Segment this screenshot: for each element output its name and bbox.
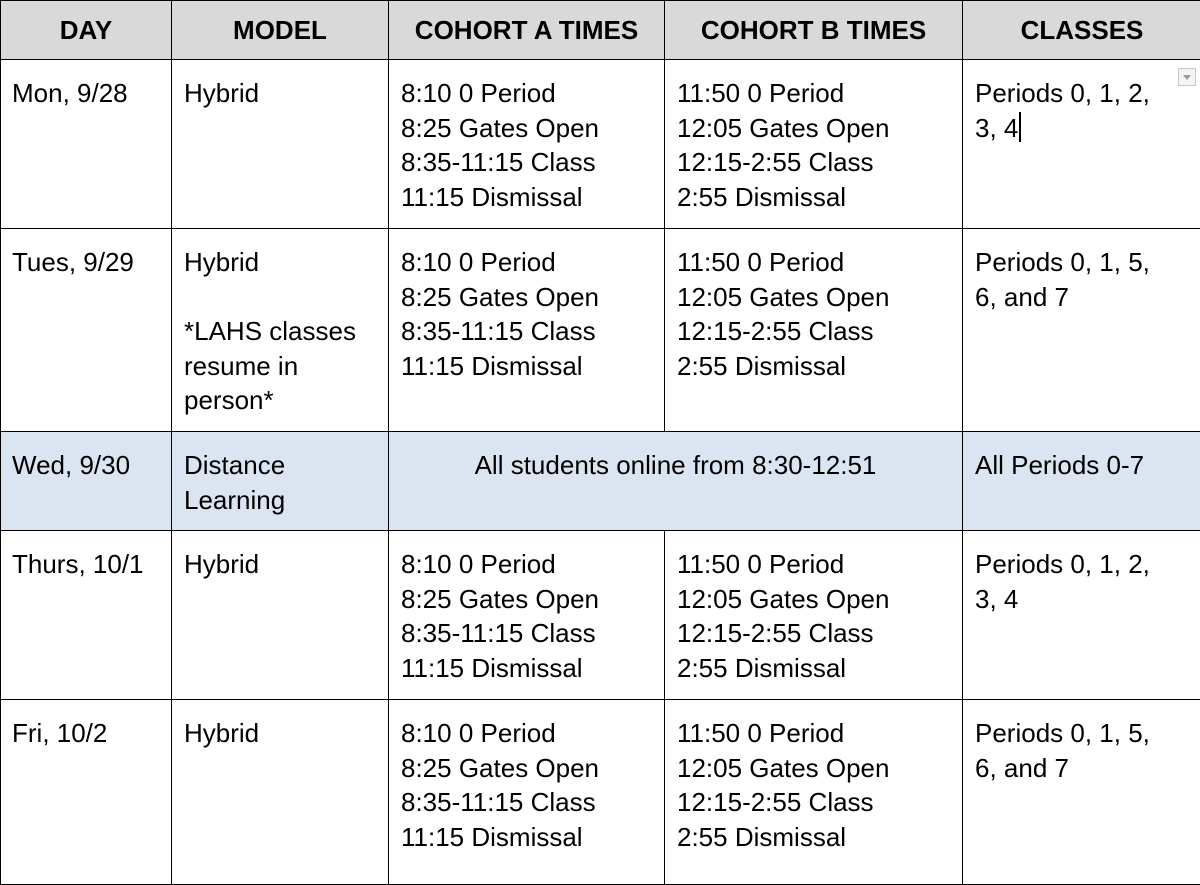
time-line: 11:15 Dismissal — [401, 651, 652, 686]
table-row — [1, 531, 1200, 700]
cell-combined-times[interactable] — [389, 432, 963, 531]
model-text: Distance — [184, 448, 376, 483]
cell-cohort-a[interactable] — [389, 60, 665, 229]
time-line: 8:35-11:15 Class — [401, 616, 652, 651]
time-line: 8:10 0 Period — [401, 547, 652, 582]
day-text: Fri, 10/2 — [12, 716, 159, 751]
blank-line — [184, 280, 376, 315]
classes-line: 3, 4 — [975, 113, 1018, 143]
header-cohort-a[interactable]: COHORT A TIMES — [389, 1, 665, 60]
time-line: 11:15 Dismissal — [401, 820, 652, 855]
cell-classes[interactable] — [963, 700, 1200, 885]
time-line: 8:25 Gates Open — [401, 582, 652, 617]
model-note-line: person* — [184, 383, 376, 418]
cell-model[interactable] — [172, 60, 389, 229]
time-line: 11:50 0 Period — [677, 245, 950, 280]
cell-cohort-a[interactable] — [389, 531, 665, 700]
time-line: 2:55 Dismissal — [677, 651, 950, 686]
day-text: Thurs, 10/1 — [12, 547, 159, 582]
time-line: 12:15-2:55 Class — [677, 785, 950, 820]
time-line: 8:10 0 Period — [401, 245, 652, 280]
cell-dropdown-arrow-icon[interactable] — [1178, 68, 1196, 86]
classes-line: 6, and 7 — [975, 280, 1189, 315]
time-line: 12:15-2:55 Class — [677, 616, 950, 651]
day-text: Tues, 9/29 — [12, 245, 159, 280]
classes-line: Periods 0, 1, 2, — [975, 547, 1189, 582]
model-text: Hybrid — [184, 76, 376, 111]
time-line: 12:05 Gates Open — [677, 582, 950, 617]
cell-classes[interactable] — [963, 432, 1200, 531]
time-line: 8:25 Gates Open — [401, 280, 652, 315]
classes-line: Periods 0, 1, 5, — [975, 245, 1189, 280]
model-text: Hybrid — [184, 547, 376, 582]
cell-cohort-b[interactable] — [665, 229, 963, 432]
cell-classes[interactable] — [963, 531, 1200, 700]
time-line: 12:05 Gates Open — [677, 111, 950, 146]
day-text: Mon, 9/28 — [12, 76, 159, 111]
table-row — [1, 229, 1200, 432]
header-row — [1, 1, 1200, 60]
time-line: 11:50 0 Period — [677, 716, 950, 751]
time-line: 11:15 Dismissal — [401, 180, 652, 215]
cell-cohort-b[interactable] — [665, 60, 963, 229]
classes-line: Periods 0, 1, 2, — [975, 76, 1189, 111]
cell-model[interactable] — [172, 531, 389, 700]
model-note-line: *LAHS classes — [184, 314, 376, 349]
time-line: 8:35-11:15 Class — [401, 785, 652, 820]
time-line: 12:05 Gates Open — [677, 751, 950, 786]
cell-day[interactable] — [1, 432, 172, 531]
day-text: Wed, 9/30 — [12, 448, 159, 483]
classes-line: All Periods 0-7 — [975, 448, 1189, 483]
cell-cohort-b[interactable] — [665, 700, 963, 885]
time-line: 11:15 Dismissal — [401, 349, 652, 384]
time-line: 2:55 Dismissal — [677, 349, 950, 384]
table-row — [1, 60, 1200, 229]
cell-day[interactable] — [1, 531, 172, 700]
time-line: 8:25 Gates Open — [401, 111, 652, 146]
time-line: 8:10 0 Period — [401, 716, 652, 751]
cell-classes[interactable] — [963, 60, 1200, 229]
model-text: Learning — [184, 483, 376, 518]
cell-model[interactable] — [172, 229, 389, 432]
time-line: 8:10 0 Period — [401, 76, 652, 111]
time-line: 12:05 Gates Open — [677, 280, 950, 315]
header-classes[interactable]: CLASSES — [963, 1, 1200, 60]
header-day[interactable]: DAY — [1, 1, 172, 60]
cell-cohort-b[interactable] — [665, 531, 963, 700]
classes-line: Periods 0, 1, 5, — [975, 716, 1189, 751]
table-row-distance — [1, 432, 1200, 531]
cell-cohort-a[interactable] — [389, 229, 665, 432]
time-line: 11:50 0 Period — [677, 547, 950, 582]
time-line: 12:15-2:55 Class — [677, 314, 950, 349]
cell-classes[interactable] — [963, 229, 1200, 432]
model-text: Hybrid — [184, 245, 376, 280]
cell-cohort-a[interactable] — [389, 700, 665, 885]
time-line: 8:35-11:15 Class — [401, 314, 652, 349]
cell-model[interactable] — [172, 700, 389, 885]
classes-line: 3, 4 — [975, 582, 1189, 617]
text-cursor — [1019, 112, 1021, 142]
classes-line-with-cursor — [975, 111, 1189, 146]
cell-model[interactable] — [172, 432, 389, 531]
time-line: 12:15-2:55 Class — [677, 145, 950, 180]
combined-times-text: All students online from 8:30-12:51 — [401, 448, 950, 483]
cell-day[interactable] — [1, 60, 172, 229]
cell-day[interactable] — [1, 229, 172, 432]
table-row — [1, 700, 1200, 885]
time-line: 8:25 Gates Open — [401, 751, 652, 786]
header-model[interactable]: MODEL — [172, 1, 389, 60]
time-line: 8:35-11:15 Class — [401, 145, 652, 180]
time-line: 2:55 Dismissal — [677, 180, 950, 215]
cell-day[interactable] — [1, 700, 172, 885]
model-text: Hybrid — [184, 716, 376, 751]
time-line: 11:50 0 Period — [677, 76, 950, 111]
model-note-line: resume in — [184, 349, 376, 384]
header-cohort-b[interactable]: COHORT B TIMES — [665, 1, 963, 60]
classes-line: 6, and 7 — [975, 751, 1189, 786]
time-line: 2:55 Dismissal — [677, 820, 950, 855]
